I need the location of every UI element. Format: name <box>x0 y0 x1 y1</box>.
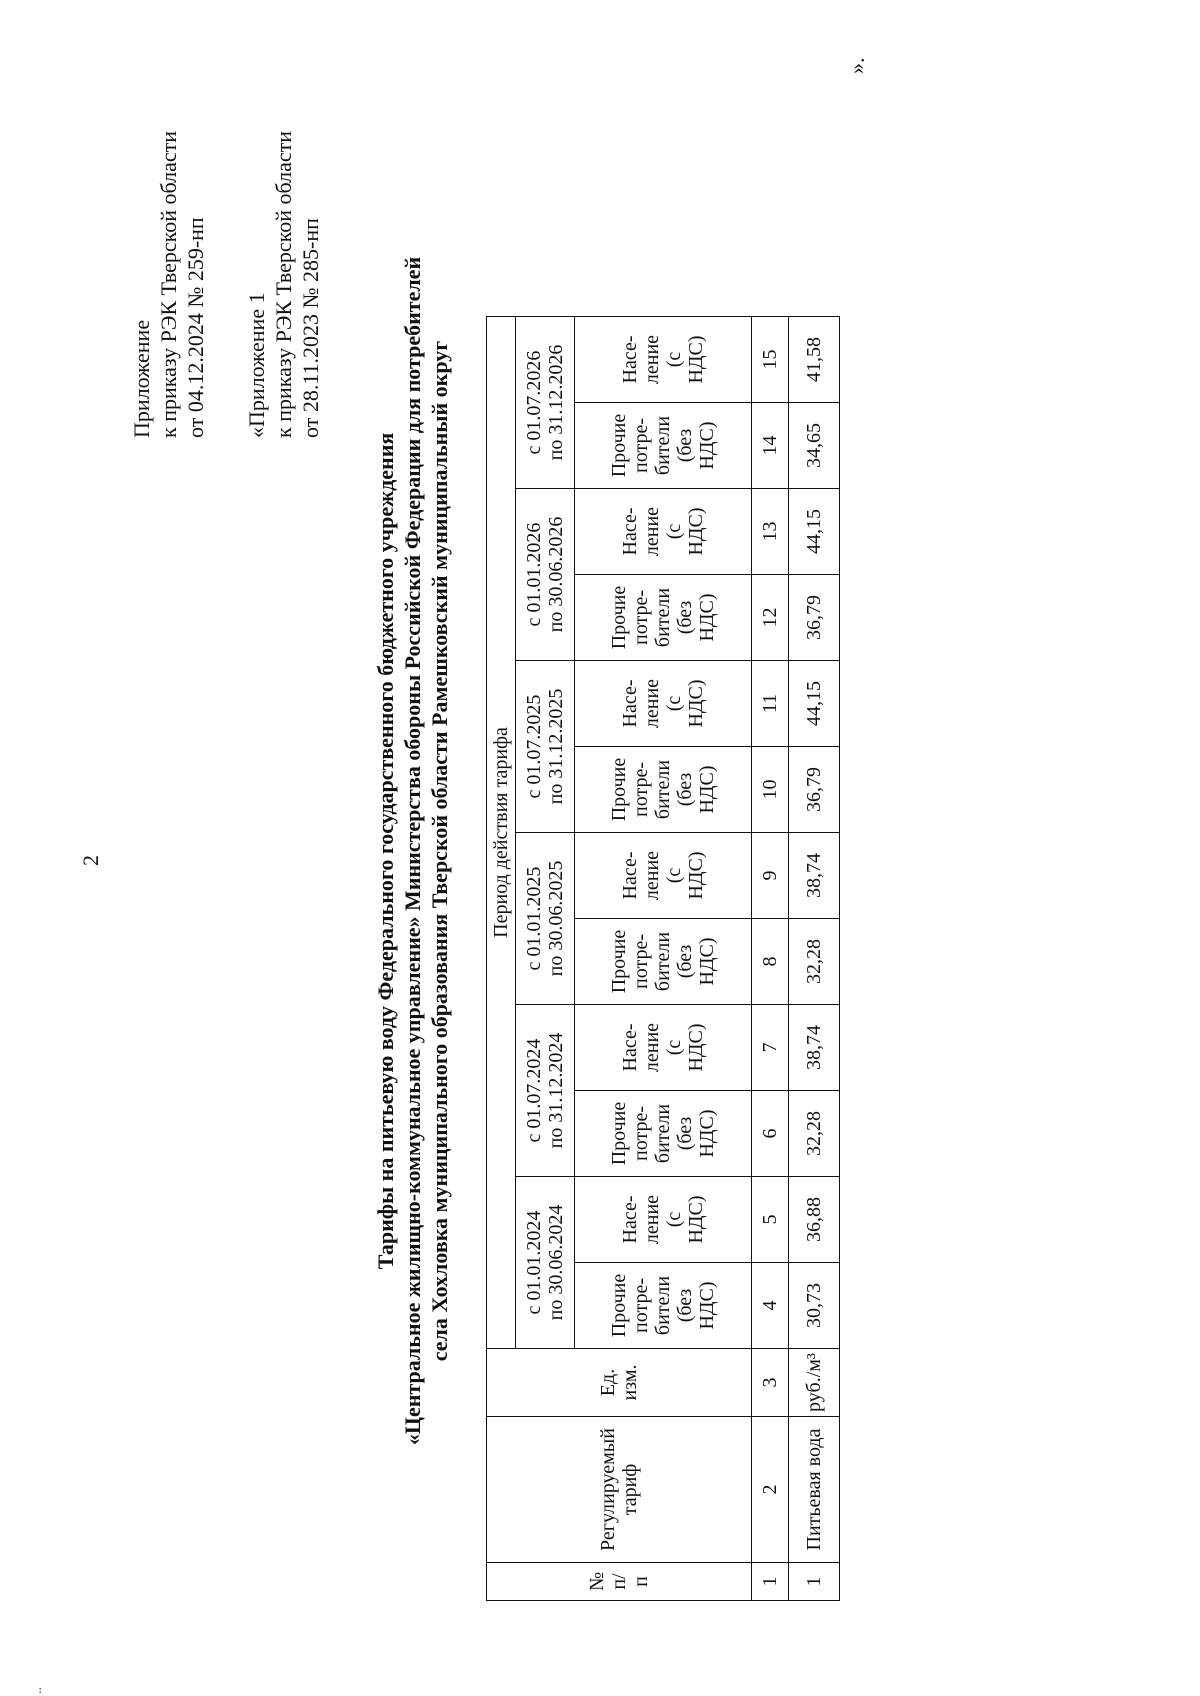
column-number: 10 <box>752 747 789 833</box>
tariff-value: 41,58 <box>789 317 840 403</box>
row-name: Питьевая вода <box>789 1417 840 1563</box>
prior-appendix-line: от 28.11.2023 № 285-нп <box>298 218 323 438</box>
column-number: 12 <box>752 575 789 661</box>
tariff-value: 30,73 <box>789 1263 840 1349</box>
header-unit: Ед. изм. <box>487 1349 752 1417</box>
tariff-value: 32,28 <box>789 919 840 1005</box>
column-number: 8 <box>752 919 789 1005</box>
period-header: с 01.07.2025 по 31.12.2025 <box>516 661 575 833</box>
header-row-period <box>487 317 516 1601</box>
document-title <box>372 126 453 1576</box>
column-number: 2 <box>752 1417 789 1563</box>
population-header: Насе- ление (с НДС) <box>575 489 752 575</box>
population-header: Насе- ление (с НДС) <box>575 1005 752 1091</box>
column-number: 4 <box>752 1263 789 1349</box>
prior-appendix-line: «Приложение 1 <box>244 292 269 438</box>
column-number: 15 <box>752 317 789 403</box>
tariff-value: 44,15 <box>789 489 840 575</box>
appendix-line: к приказу РЭК Тверской области <box>156 130 181 438</box>
population-header: Насе- ление (с НДС) <box>575 317 752 403</box>
column-number: 3 <box>752 1349 789 1417</box>
population-header: Насе- ление (с НДС) <box>575 661 752 747</box>
period-header: с 01.07.2026 по 31.12.2026 <box>516 317 575 489</box>
column-number: 1 <box>752 1563 789 1601</box>
column-number: 14 <box>752 403 789 489</box>
column-number: 5 <box>752 1177 789 1263</box>
header-num: № п/ п <box>487 1563 752 1601</box>
column-number-row <box>752 317 789 1601</box>
period-header: с 01.01.2024 по 30.06.2024 <box>516 1177 575 1349</box>
column-number: 7 <box>752 1005 789 1091</box>
page-number: 2 <box>78 855 103 866</box>
other-consumers-header: Прочие потре- бители (без НДС) <box>575 919 752 1005</box>
other-consumers-header: Прочие потре- бители (без НДС) <box>575 1091 752 1177</box>
tariff-value: 32,28 <box>789 1091 840 1177</box>
header-period: Период действия тарифа <box>487 317 516 1349</box>
header-tariff: Регулируемый тариф <box>487 1417 752 1563</box>
period-header: с 01.01.2025 по 30.06.2025 <box>516 833 575 1005</box>
tariff-value: 34,65 <box>789 403 840 489</box>
margin-dots: .. <box>30 1687 45 1694</box>
period-header: с 01.07.2024 по 31.12.2024 <box>516 1005 575 1177</box>
title-line: Тарифы на питьевую воду Федерального государственного бюджетного учреждения <box>373 432 398 1270</box>
table-row <box>789 317 840 1601</box>
appendix-block <box>128 131 324 438</box>
column-number: 9 <box>752 833 789 919</box>
appendix-line: Приложение <box>129 319 154 438</box>
closing-quote: ». <box>844 57 869 74</box>
title-line: «Центральное жилищно-коммунальное управление» Министерства обороны Российской Федерации для потребителей <box>400 256 425 1446</box>
tariff-value: 36,79 <box>789 575 840 661</box>
population-header: Насе- ление (с НДС) <box>575 1177 752 1263</box>
row-unit: руб./м³ <box>789 1349 840 1417</box>
column-number: 11 <box>752 661 789 747</box>
title-line: села Хохловка муниципального образования Тверской области Рамешковский муниципальный округ <box>427 340 452 1362</box>
column-number: 13 <box>752 489 789 575</box>
tariff-value: 36,79 <box>789 747 840 833</box>
prior-appendix-line: к приказу РЭК Тверской области <box>271 130 296 438</box>
other-consumers-header: Прочие потре- бители (без НДС) <box>575 403 752 489</box>
period-header: с 01.01.2026 по 30.06.2026 <box>516 489 575 661</box>
other-consumers-header: Прочие потре- бители (без НДС) <box>575 575 752 661</box>
tariff-value: 44,15 <box>789 661 840 747</box>
column-number: 6 <box>752 1091 789 1177</box>
population-header: Насе- ление (с НДС) <box>575 833 752 919</box>
appendix-line: от 04.12.2024 № 259-нп <box>183 217 208 438</box>
other-consumers-header: Прочие потре- бители (без НДС) <box>575 1263 752 1349</box>
tariff-value: 38,74 <box>789 1005 840 1091</box>
tariff-table <box>486 316 840 1601</box>
row-num: 1 <box>789 1563 840 1601</box>
other-consumers-header: Прочие потре- бители (без НДС) <box>575 747 752 833</box>
tariff-value: 38,74 <box>789 833 840 919</box>
tariff-value: 36,88 <box>789 1177 840 1263</box>
